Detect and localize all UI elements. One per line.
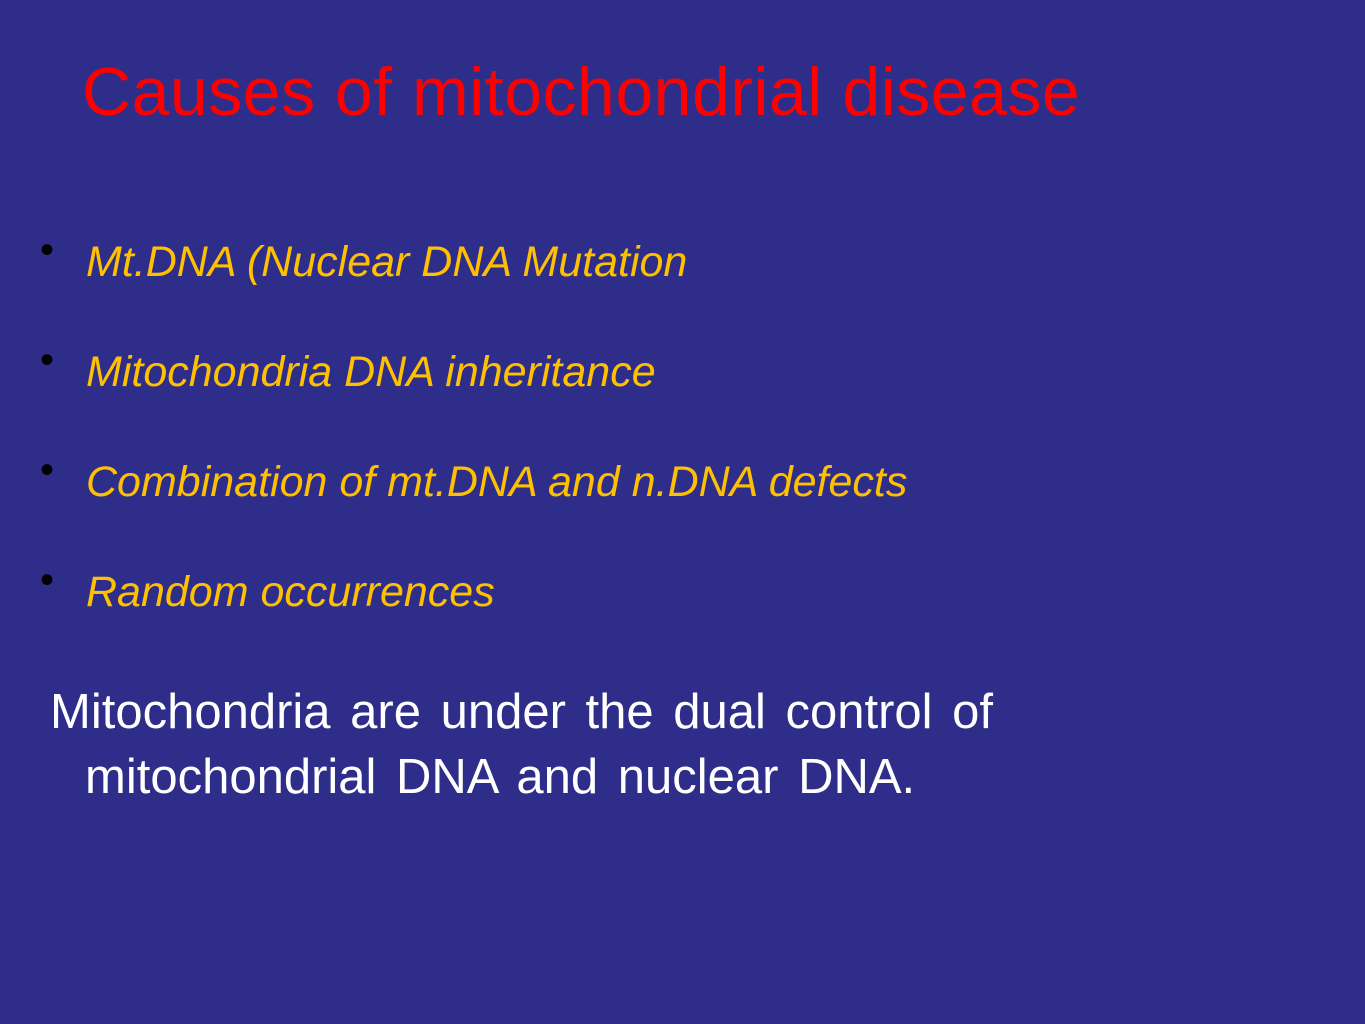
bullet-text: Mt.DNA (Nuclear DNA Mutation [86,238,688,286]
bullet-text: Mitochondria DNA inheritance [86,348,656,396]
summary-note: Mitochondria are under the dual control of mitochondrial DNA and nuclear DNA. [50,685,994,804]
bullet-dot-icon: • [40,558,55,602]
list-item [0,446,1200,556]
bullet-dot-icon: • [40,228,55,272]
list-item [0,336,1200,446]
bullet-text: Random occurrences [86,568,495,616]
bullet-list [0,226,1200,666]
bullet-dot-icon: • [40,338,55,382]
list-item [0,556,1200,666]
bullet-text: Combination of mt.DNA and n.DNA defects [86,458,908,506]
slide-title: Causes of mitochondrial disease [82,54,1081,130]
bullet-dot-icon: • [40,448,55,492]
list-item [0,226,1200,336]
